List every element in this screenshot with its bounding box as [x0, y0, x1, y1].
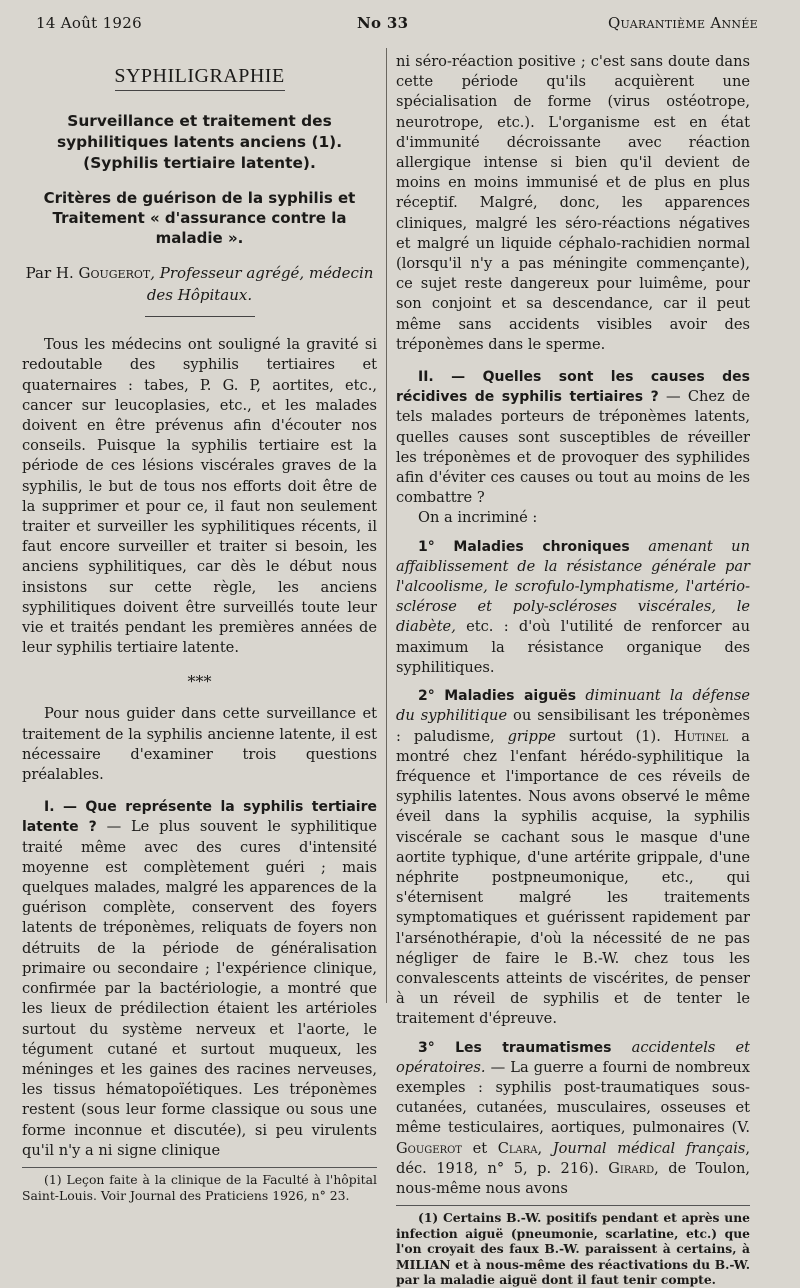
- cause-2-paragraph: [396, 686, 750, 1029]
- cause-1-text: etc. : d'où l'utilité de renforcer au maximum la résistance organique des syphilitiques.: [396, 618, 750, 676]
- cause-2-text-b: surtout (1).: [555, 727, 674, 745]
- byline-separator: [145, 316, 255, 317]
- section-1-paragraph: [22, 797, 377, 1161]
- cause-3-text-c: ,: [537, 1139, 553, 1157]
- section-2-heading: II. — Quelles sont les causes des récidives de syphilis tertiaires ?: [396, 369, 750, 406]
- article-title: [22, 111, 377, 174]
- volume-year: Quarantième Année: [607, 14, 758, 32]
- asterism: ***: [187, 672, 212, 692]
- footnote-rule-right: [396, 1205, 750, 1206]
- intro-paragraph: Tous les médecins ont souligné la gravité si redoutable des syphilis tertiaires et quaternaires : tabes, P. G. P, aortites, etc., cancer sur leucoplasies, etc., et les malades doivent en être prévenus afin d'écouter nos conseils. Puisque la syphilis tertiaire est la période de ces lésions viscérales graves de la syphilis, le but de tous nos efforts doit être de la supprimer et pour ce, il faut non seulement traiter et surveiller les syphilitiques récents, il faut encore surveiller et traiter si besoin, les anciens syphilitiques, car dès le début nous insistons sur cette règle, les anciens syphilitiques doivent être surveillés toute leur vie et traités pendant les premières années de leur syphilis tertiaire latente.: [22, 336, 377, 657]
- article-title-main: Surveillance et traitement des syphilitiques latents anciens (1).: [56, 112, 343, 152]
- cause-3-italic: accidentels et opératoires.: [396, 1038, 750, 1076]
- author-gougerot: Gougerot: [396, 1139, 462, 1157]
- author-clara: Clara: [497, 1139, 538, 1157]
- issue-date: 14 Août 1926: [36, 14, 142, 32]
- incrimine-line: On a incriminé :: [418, 509, 538, 527]
- cause-2-text-a: ou sensibilisant les tréponèmes : paludisme,: [396, 707, 750, 745]
- section-2-text: — Chez de tels malades porteurs de tréponèmes latents, quelles causes sont susceptibles de réveiller les tréponèmes et de provoquer des syphilides afin d'éviter ces causes ou tout au moins de les combattre ?: [396, 388, 750, 507]
- column-divider: [386, 48, 387, 1003]
- section-rubric: SYPHILIGRAPHIE: [114, 65, 285, 87]
- cause-1-heading: 1° Maladies chroniques: [418, 538, 630, 555]
- running-header: [0, 0, 800, 48]
- cause-2-italic: diminuant la défense du syphilitique: [396, 687, 751, 725]
- author-role: , Professeur agrégé, médecin des Hôpitaux.: [146, 264, 374, 305]
- preliminary-paragraph: Pour nous guider dans cette surveillance et traitement de la syphilis ancienne latente, il est nécessaire d'examiner trois questions préalables.: [22, 705, 377, 784]
- section-2-paragraph: [396, 367, 750, 508]
- cause-1-paragraph: [396, 537, 750, 678]
- cause-3-heading: 3° Les traumatismes: [418, 1039, 612, 1056]
- cause-3-text-d: , déc. 1918, n° 5, p. 216).: [396, 1139, 751, 1177]
- footnote-rule: [22, 1167, 377, 1168]
- article-byline: [22, 262, 377, 306]
- cause-3-text-b: et: [461, 1139, 498, 1157]
- footnote-right: (1) Certains B.-W. positifs pendant et après une infection aiguë (pneumonie, scarlatine, etc.) que l'on croyait des faux B.-W. paraissent à certains, à MILIAN et à nous-même des réactivations du B.-W. par la maladie aiguë dont il faut tenir compte.: [396, 1210, 750, 1288]
- issue-number: No 33: [357, 14, 409, 32]
- cause-2-grippe: grippe: [507, 727, 556, 745]
- left-column: [22, 52, 377, 1204]
- section-1-heading: I. — Que représente la syphilis tertiaire latente ?: [22, 799, 377, 836]
- journal-title: Journal médical français: [552, 1139, 746, 1157]
- continued-paragraph: ni séro-réaction positive ; c'est sans doute dans cette période qu'ils acquièrent une spécialisation de forme (virus ostéotrope, neurotrope, etc.). L'organisme est en état d'immunité décroissante avec réaction allergique intense si bien qu'il devient de moins en moins immunisé et de plus en plus réceptif. Malgré, donc, les apparences cliniques, malgré les séro-réactions négatives et malgré un liquide céphalo-rachidien normal (lorsqu'il n'y a pas méningite commençante), ce sujet reste dangereux pour luimême, pour son conjoint et sa descendance, car il peut même sans accidents visibles avoir des tréponèmes dans le sperme.: [396, 53, 750, 353]
- article-subtitle: Critères de guérison de la syphilis et Traitement « d'assurance contre la maladie ».: [43, 189, 356, 248]
- footnote-left: (1) Leçon faite à la clinique de la Faculté à l'hôpital Saint-Louis. Voir Journal des Praticiens 1926, n° 23.: [22, 1171, 377, 1203]
- byline-prefix: Par H.: [25, 264, 79, 283]
- section-1-text: — Le plus souvent le syphilitique traité même avec des cures d'intensité moyenne est complètement guéri ; mais quelques malades, malgré les apparences de la guérison complète, conservent des foyers latents de tréponèmes, reliquats de foyers non détruits de la période de généralisation primaire ou secondaire ; l'expérience clinique, confirmée par la bactériologie, a montré que les lieux de prédilection étaient les artérioles surtout du système nerveux et l'aorte, le tégument cutané et surtout muqueux, les méninges et les gaines des racines nerveuses, les tissus hématopoïétiques. Les tréponèmes restent (sous leur forme classique ou sous une forme inconnue et discutée), si peu virulents qu'il n'y a ni signe clinique: [22, 818, 377, 1159]
- cause-3-paragraph: [396, 1038, 750, 1200]
- cause-3-text-e: , de Toulon, nous-même nous avons: [396, 1159, 750, 1197]
- cause-2-text-c: a montré chez l'enfant hérédo-syphilitique la fréquence et l'importance de ces réveils de syphilis latentes. Nous avons observé le même éveil dans la syphilis acquise, la syphilis viscérale se cachant sous le masque d'une aortite typhique, d'une artérite grippale, d'une néphrite postpneumonique, etc., qui s'éternisent malgré les traitements symptomatiques et guérissent rapidement par l'arsénothérapie, d'où la nécessité de ne pas négliger de faire le B.-W. chez tous les convalescents atteints de viscérites, de penser à un réveil de syphilis et de tenter le traitement d'épreuve.: [396, 727, 750, 1028]
- cause-1-italic: amenant un affaiblissement de la résistance générale par l'alcoolisme, le scrofulo-lymphatisme, l'artério-sclérose et poly-scléroses viscérales, le diabète,: [396, 537, 750, 636]
- rubric-underline: [115, 90, 285, 91]
- author-girard: Girard: [608, 1159, 655, 1177]
- author-hutinel: Hutinel: [673, 727, 729, 745]
- right-column: [396, 52, 750, 1288]
- cause-2-heading: 2° Maladies aiguës: [418, 688, 577, 705]
- article-title-sub: (Syphilis tertiaire latente).: [83, 154, 316, 173]
- author-name: Gougerot: [78, 264, 151, 283]
- cause-3-text-a: — La guerre a fourni de nombreux exemples : syphilis post-traumatiques sous-cutanées, cutanées, musculaires, osseuses et même testiculaires, aortiques, pulmonaires (V.: [396, 1058, 750, 1137]
